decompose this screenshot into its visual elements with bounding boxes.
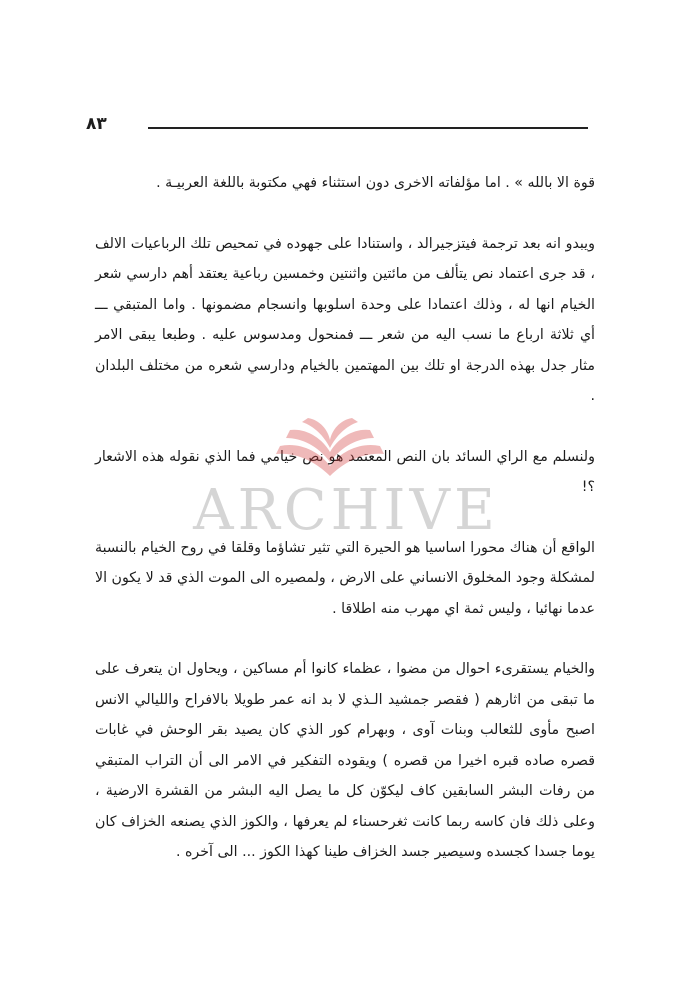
page-number: ٨٣ bbox=[86, 114, 107, 134]
paragraph-1: قوة الا بالله » . اما مؤلفاته الاخرى دون استثناء فهي مكتوبة باللغة العربيـة . bbox=[156, 175, 595, 191]
paragraph-3: ولنسلم مع الراي السائد بان النص المعتمد هو نص خيامي فما الذي نقوله هذه الاشعار ؟! bbox=[95, 448, 595, 495]
header-rule bbox=[148, 127, 588, 129]
paragraph-2: ويبدو انه بعد ترجمة فيتزجيرالد ، واستنادا على جهوده في تمحيص تلك الرباعيات الالف ، قد جرى اعتماد نص يتألف من مائتين واثنتين وخمسين رباعية يعتقد أهم دارسي شعر الخيام انها له ، وذلك اعتمادا على وحدة اسلوبها وانسجام مضمونها . واما المتبقي ـــ أي ثلاثة ارباع ما نسب اليه من شعر ـــ فمنحول ومدسوس عليه . وطبعا يبقى الامر مثار جدل بهذه الدرجة او تلك بين المهتمين بالخيام ودارسي شعره من مختلف البلدان . bbox=[95, 235, 595, 404]
archive-watermark-text: ARCHIVE bbox=[193, 478, 499, 543]
paragraph-5: والخيام يستقرىء احوال من مضوا ، عظماء كانوا أم مساكين ، ويحاول ان يتعرف على ما تبقى من اثارهم ( فقصر جمشيد الـذي لا بد انه عمر طويلا بالافراح والليالي الانس اصبح مأوى للثعالب وبنات آوى ، وبهرام كور الذي كان يصيد بقر الوحش في غابات قصره صاده قبره اخيرا من قصره ) ويقوده التفكير في الامر الى أن التراب المتبقي من رفات البشر السابقين كاف ليكوّن كل ما يصل اليه البشر من القشرة الارضية ، وعلى ذلك فان كاسه ربما كانت ثغرحسناء لم يعرفها ، والكوز الذي يصنعه الخزاف كان يوما جسدا كجسده وسيصير جسد الخزاف طينا كهذا الكوز ... الى آخره . bbox=[95, 661, 595, 860]
paragraph-4: الواقع أن هناك محورا اساسيا هو الحيرة التي تثير تشاؤما وقلقا في روح الخيام بالنسبة لمشكلة وجود المخلوق الانساني على الارض ، ولمصيره الى الموت الذي قد لا يكون الا عدما نهائيا ، وليس ثمة اي مهرب منه اطلاقا . bbox=[95, 539, 595, 617]
body-text bbox=[95, 168, 595, 868]
